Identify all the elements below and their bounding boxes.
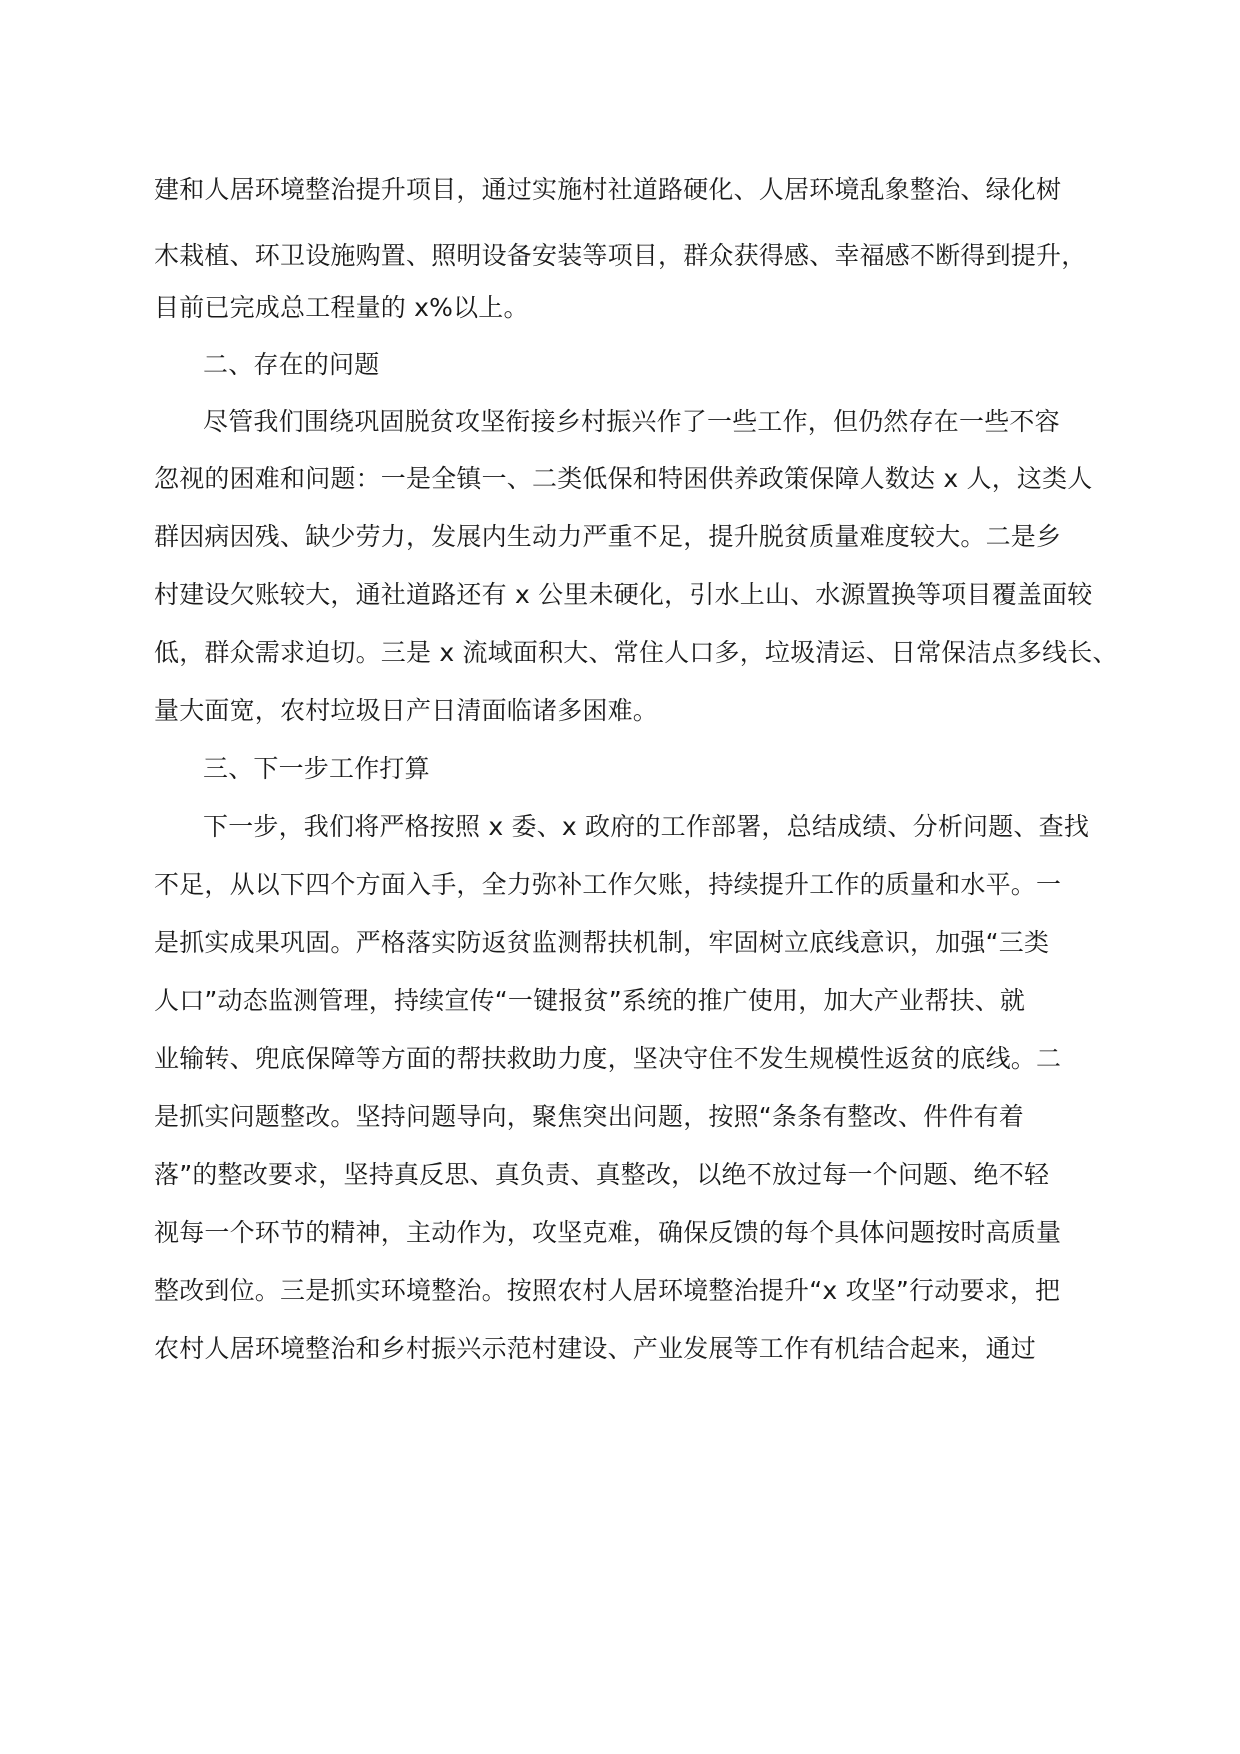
body-text-line: 业输转、兜底保障等方面的帮扶救助力度，坚决守住不发生规模性返贫的底线。二 xyxy=(154,1044,1062,1073)
body-text-line: 不足，从以下四个方面入手，全力弥补工作欠账，持续提升工作的质量和水平。一 xyxy=(154,870,1062,899)
body-text-line: 落”的整改要求，坚持真反思、真负责、真整改，以绝不放过每一个问题、绝不轻 xyxy=(154,1160,1050,1189)
body-text-line: 视每一个环节的精神，主动作为，攻坚克难，确保反馈的每个具体问题按时高质量 xyxy=(154,1218,1062,1247)
body-text-line: 是抓实问题整改。坚持问题导向，聚焦突出问题，按照“条条有整改、件件有着 xyxy=(154,1102,1024,1131)
section-heading: 三、下一步工作打算 xyxy=(203,754,430,783)
body-text-line: 农村人居环境整治和乡村振兴示范村建设、产业发展等工作有机结合起来，通过 xyxy=(154,1334,1037,1363)
body-text-line: 量大面宽，农村垃圾日产日清面临诸多困难。 xyxy=(154,696,659,725)
section-heading: 二、存在的问题 xyxy=(203,350,380,379)
body-text-line: 下一步，我们将严格按照 x 委、x 政府的工作部署，总结成绩、分析问题、查找 xyxy=(203,812,1090,841)
body-text-line: 忽视的困难和问题：一是全镇一、二类低保和特困供养政策保障人数达 x 人，这类人 xyxy=(154,464,1093,493)
body-text-line: 人口”动态监测管理，持续宣传“一键报贫”系统的推广使用，加大产业帮扶、就 xyxy=(154,986,1026,1015)
body-text-line: 低，群众需求迫切。三是 x 流域面积大、常住人口多，垃圾清运、日常保洁点多线长、 xyxy=(154,638,1118,667)
body-text-line: 尽管我们围绕巩固脱贫攻坚衔接乡村振兴作了一些工作，但仍然存在一些不容 xyxy=(203,407,1060,436)
body-text-line: 木栽植、环卫设施购置、照明设备安装等项目，群众获得感、幸福感不断得到提升， xyxy=(154,241,1087,270)
body-text-line: 目前已完成总工程量的 x%以上。 xyxy=(154,293,529,322)
body-text-line: 村建设欠账较大，通社道路还有 x 公里未硬化，引水上山、水源置换等项目覆盖面较 xyxy=(154,580,1093,609)
body-text-line: 是抓实成果巩固。严格落实防返贫监测帮扶机制，牢固树立底线意识，加强“三类 xyxy=(154,928,1050,957)
body-text-line: 整改到位。三是抓实环境整治。按照农村人居环境整治提升“x 攻坚”行动要求，把 xyxy=(154,1276,1061,1305)
body-text-line: 建和人居环境整治提升项目，通过实施村社道路硬化、人居环境乱象整治、绿化树 xyxy=(154,175,1062,204)
body-text-line: 群因病因残、缺少劳力，发展内生动力严重不足，提升脱贫质量难度较大。二是乡 xyxy=(154,522,1062,551)
